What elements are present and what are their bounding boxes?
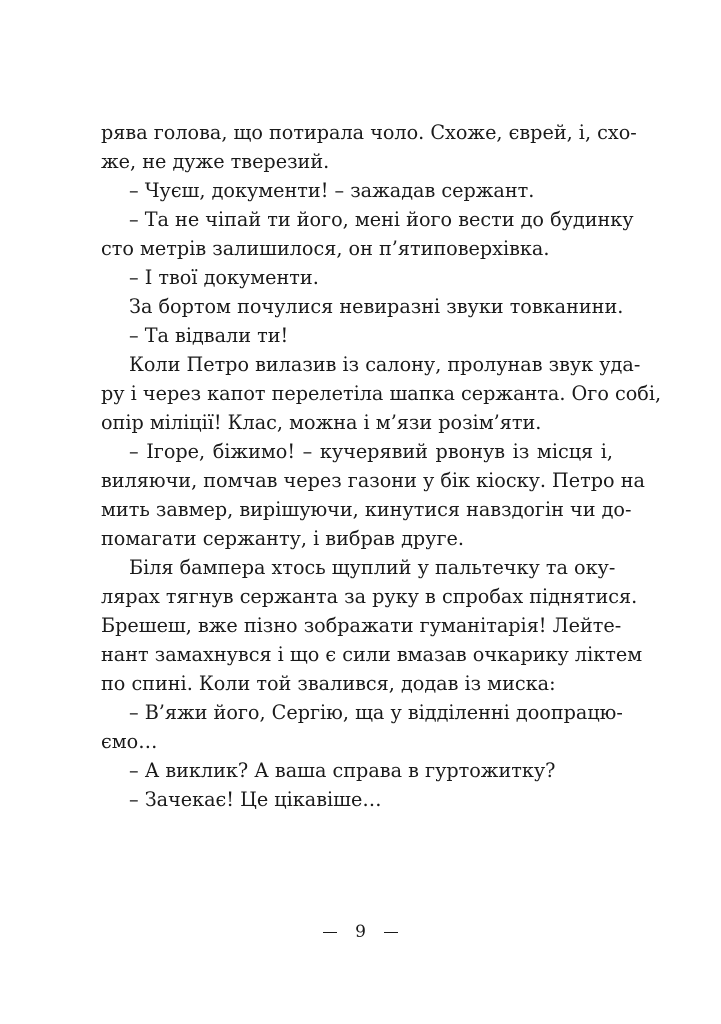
- page-number: 9: [355, 922, 366, 942]
- text-line: – В’яжи його, Сергію, ща у відділенні доопрацю-: [129, 701, 623, 724]
- text-line: Брешеш, вже пізно зображати гуманітарія! Лейте-: [101, 614, 622, 637]
- text-line: Коли Петро вилазив із салону, пролунав звук уда-: [129, 353, 641, 376]
- text-line: Біля бампера хтось щуплий у пальтечку та оку-: [129, 556, 616, 579]
- text-line: же, не дуже тверезий.: [101, 150, 330, 173]
- text-line: нант замахнувся і що є сили вмазав очкарику ліктем: [101, 643, 643, 666]
- text-line: – Ігоре, біжимо! – кучерявий рвонув із місця і,: [129, 440, 613, 463]
- text-line: опір міліції! Клас, можна і м’язи розім’яти.: [101, 411, 542, 434]
- text-line: мить завмер, вирішуючи, кинутися навздогін чи до-: [101, 498, 632, 521]
- body-text: [101, 118, 662, 814]
- text-line: – А виклик? А ваша справа в гуртожитку?: [129, 759, 556, 782]
- text-line: лярах тягнув сержанта за руку в спробах піднятися.: [101, 585, 638, 608]
- text-line: – І твої документи.: [129, 266, 319, 289]
- right-dash: [384, 932, 398, 933]
- text-line: ру і через капот перелетіла шапка сержанта. Ого собі,: [101, 382, 662, 405]
- text-line: За бортом почулися невиразні звуки товканини.: [129, 295, 624, 318]
- page-footer: [0, 922, 721, 942]
- text-line: виляючи, помчав через газони у бік кіоску. Петро на: [101, 469, 645, 492]
- text-line: – Чуєш, документи! – зажадав сержант.: [129, 179, 535, 202]
- left-dash: [323, 932, 337, 933]
- text-line: рява голова, що потирала чоло. Схоже, єврей, і, схо-: [101, 121, 637, 144]
- text-line: – Та не чіпай ти його, мені його вести до будинку: [129, 208, 634, 231]
- text-line: по спині. Коли той звалився, додав із миска:: [101, 672, 556, 695]
- text-line: сто метрів залишилося, он п’ятиповерхівка.: [101, 237, 550, 260]
- text-line: – Та відвали ти!: [129, 324, 289, 347]
- text-line: помагати сержанту, і вибрав друге.: [101, 527, 464, 550]
- text-line: ємо…: [101, 730, 158, 753]
- text-line: – Зачекає! Це цікавіше…: [129, 788, 382, 811]
